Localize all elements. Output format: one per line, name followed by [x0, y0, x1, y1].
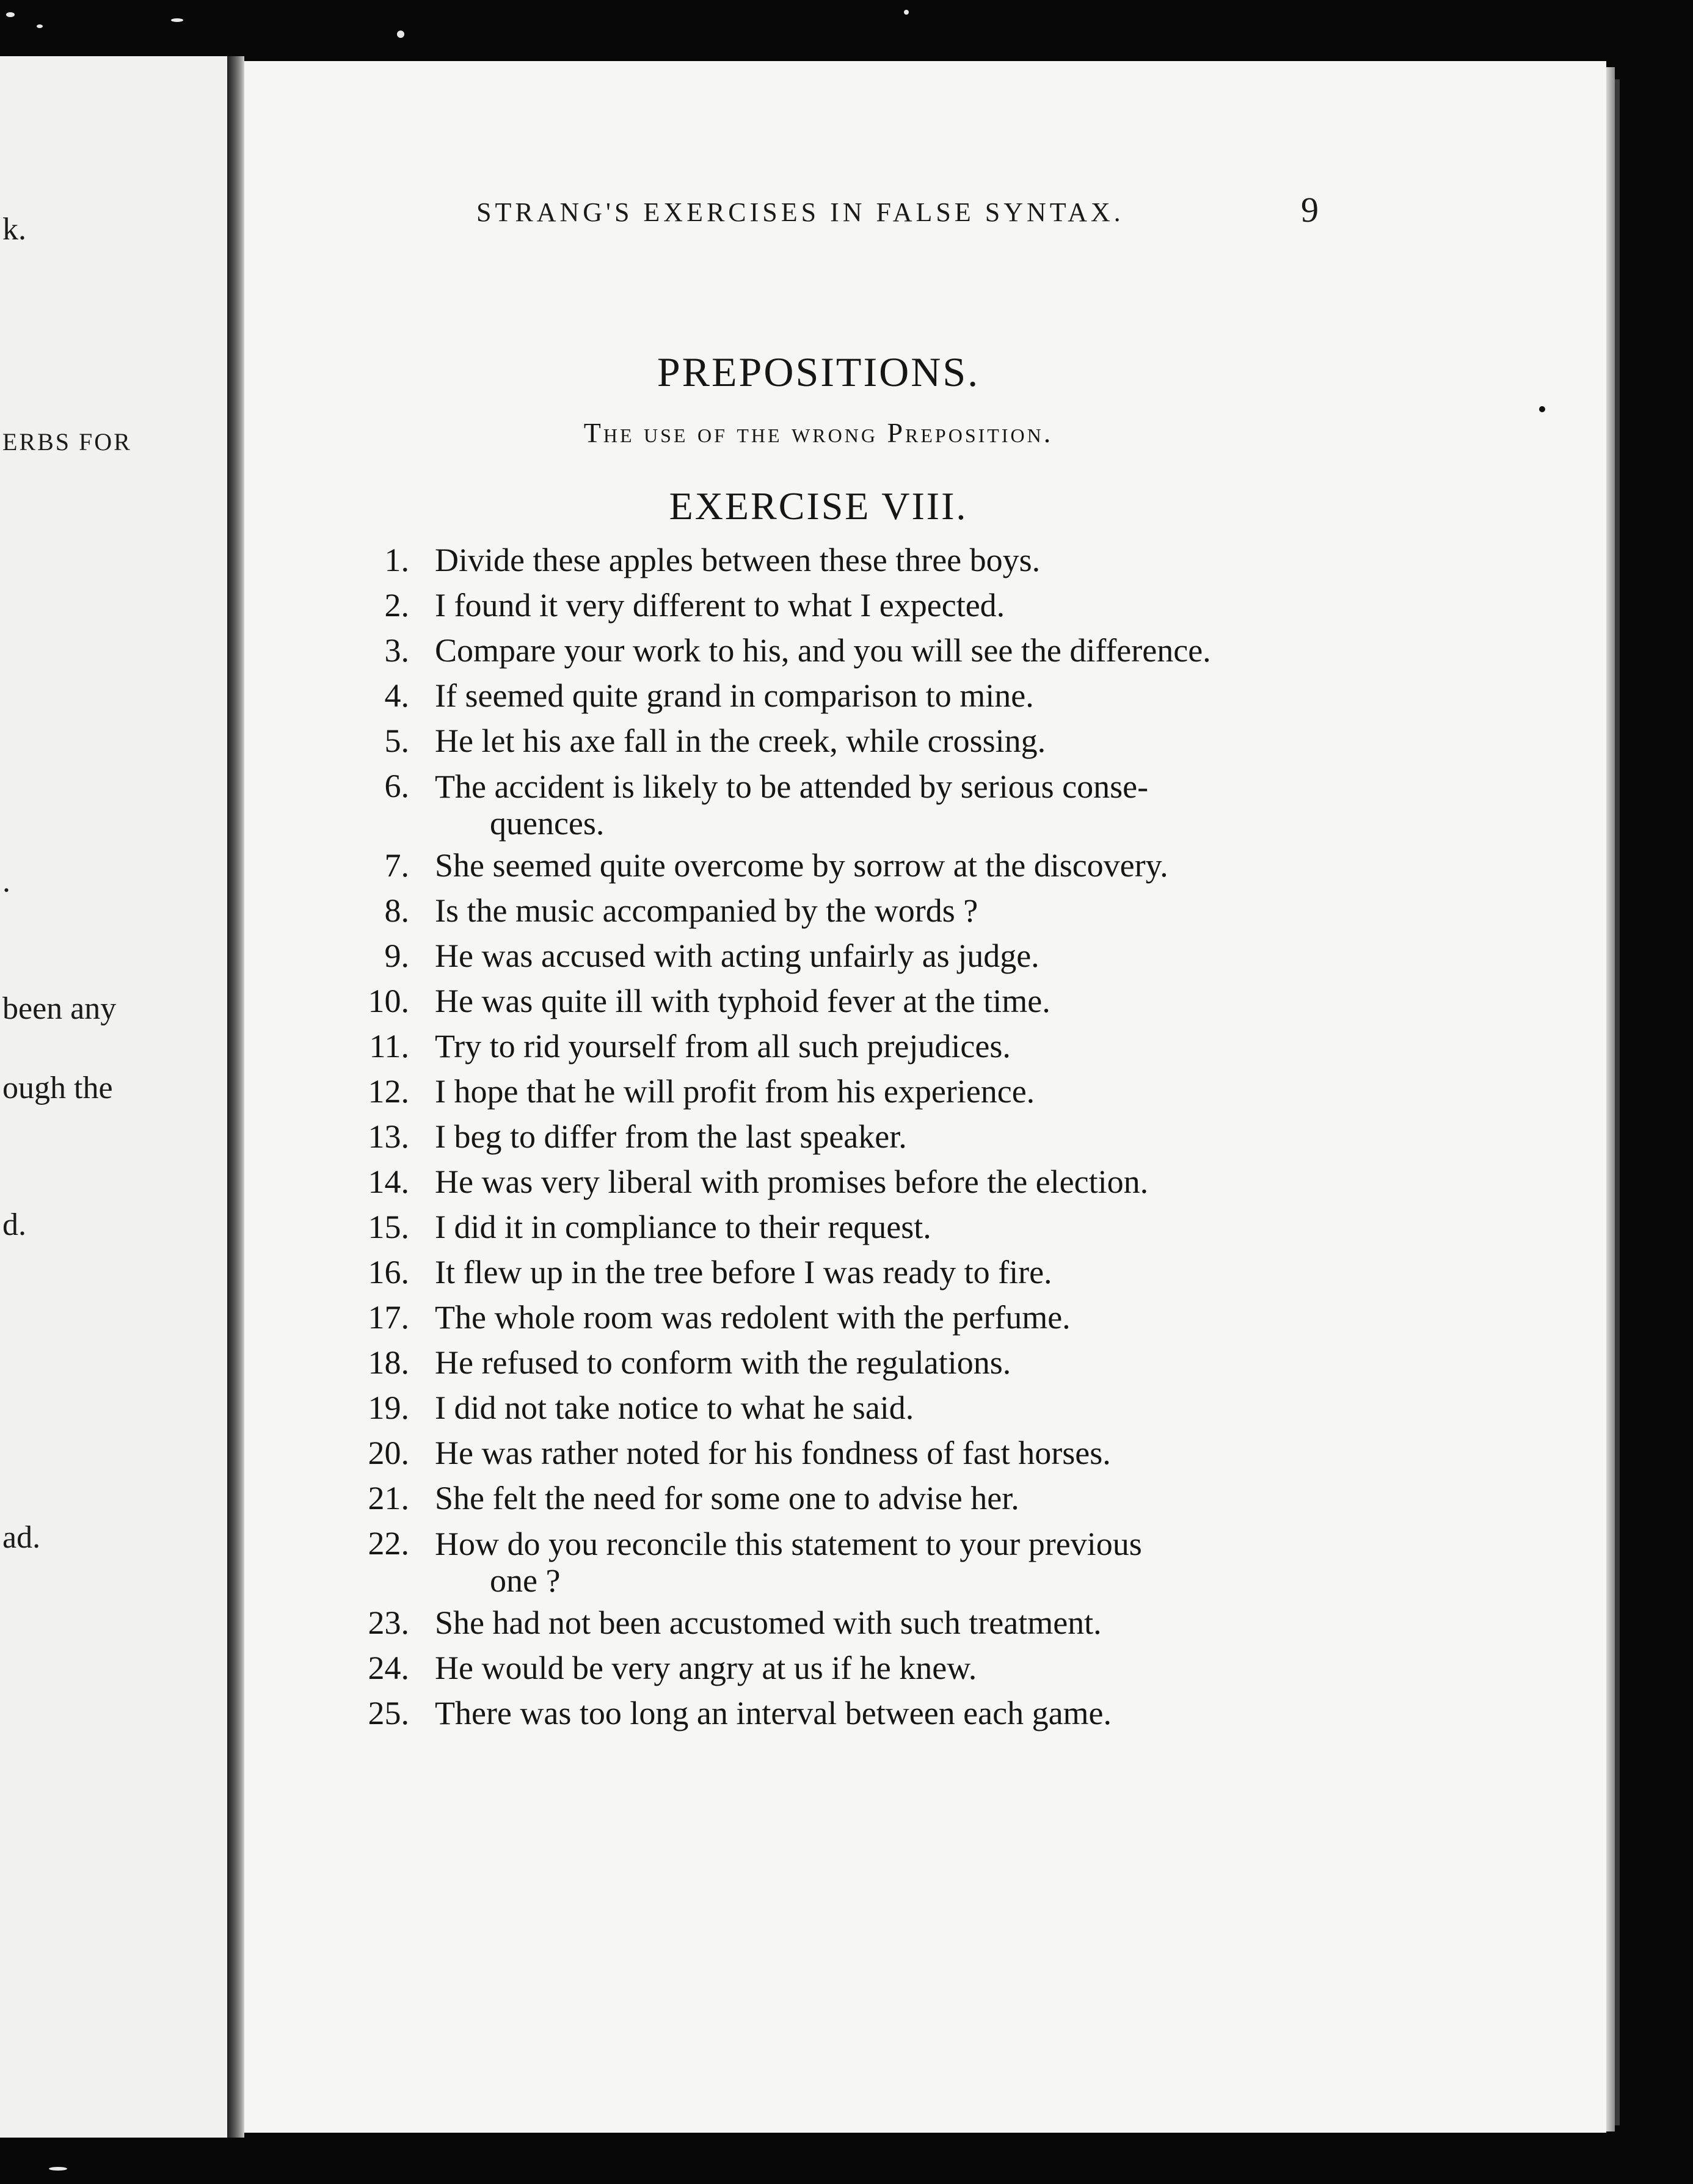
item-number: 16. — [368, 1254, 409, 1290]
scan-speck — [397, 31, 404, 38]
item-text: There was too long an interval between each game. — [435, 1695, 1112, 1731]
item-number: 22. — [368, 1525, 409, 1562]
exercise-item — [318, 1600, 1576, 1645]
exercise-item — [318, 1521, 1576, 1600]
exercise-item — [318, 843, 1576, 888]
item-text: It flew up in the tree before I was ready to fire. — [435, 1254, 1052, 1290]
item-text: I hope that he will profit from his experience. — [435, 1073, 1035, 1110]
item-number: 20. — [368, 1435, 409, 1471]
item-number: 7. — [384, 847, 409, 884]
running-head: STRANG'S EXERCISES IN FALSE SYNTAX. — [476, 197, 1124, 227]
scan-speck — [6, 12, 15, 17]
exercise-item — [318, 1159, 1576, 1204]
scan-speck — [37, 24, 43, 28]
item-text: She had not been accustomed with such treatment. — [435, 1604, 1102, 1641]
left-fragment-5: ough the — [2, 1071, 113, 1105]
left-fragment-6: d. — [2, 1207, 26, 1242]
item-text: He was rather noted for his fondness of fast horses. — [435, 1435, 1111, 1471]
exercise-list — [318, 537, 1576, 1736]
item-number: 15. — [368, 1209, 409, 1245]
scan-speck — [49, 2167, 67, 2171]
item-text: Compare your work to his, and you will see the difference. — [435, 632, 1211, 669]
item-text: He was accused with acting unfairly as judge. — [435, 937, 1039, 974]
exercise-item — [318, 1430, 1576, 1476]
exercise-item — [318, 1069, 1576, 1114]
item-number: 23. — [368, 1604, 409, 1641]
exercise-item — [318, 1204, 1576, 1250]
exercise-item — [318, 1340, 1576, 1385]
exercise-item — [318, 583, 1576, 628]
item-text: If seemed quite grand in comparison to mine. — [435, 677, 1034, 714]
item-text: He let his axe fall in the creek, while crossing. — [435, 723, 1046, 759]
left-fragment-7: ad. — [2, 1520, 41, 1555]
item-number: 4. — [384, 677, 409, 714]
item-number: 11. — [369, 1028, 409, 1065]
exercise-item — [318, 763, 1576, 843]
scan-speck — [171, 18, 183, 22]
item-text: She felt the need for some one to advise her. — [435, 1480, 1019, 1516]
page-edge-shadow — [1615, 79, 1620, 2125]
item-text: The accident is likely to be attended by serious conse- — [435, 768, 1149, 805]
item-number: 5. — [384, 723, 409, 759]
item-number: 9. — [384, 937, 409, 974]
page-number: 9 — [1301, 190, 1319, 230]
exercise-title: EXERCISE VIII. — [669, 484, 968, 528]
left-fragment-2: ERBS FOR — [2, 428, 132, 456]
exercise-item — [318, 1476, 1576, 1521]
exercise-item — [318, 1295, 1576, 1340]
exercise-item — [318, 1645, 1576, 1691]
item-number: 12. — [368, 1073, 409, 1110]
exercise-item — [318, 537, 1576, 583]
exercise-item — [318, 673, 1576, 718]
item-text: I beg to differ from the last speaker. — [435, 1118, 907, 1155]
item-number: 18. — [368, 1344, 409, 1381]
item-text: I found it very different to what I expected. — [435, 587, 1005, 624]
item-text: He was very liberal with promises before the election. — [435, 1163, 1149, 1200]
section-subtitle: The use of the wrong Preposition. — [583, 417, 1054, 448]
item-text-continuation: one ? — [490, 1562, 561, 1599]
item-text: I did it in compliance to their request. — [435, 1209, 931, 1245]
item-number: 10. — [368, 983, 409, 1019]
item-number: 6. — [384, 768, 409, 804]
item-text-continuation: quences. — [490, 805, 605, 842]
item-number: 19. — [368, 1389, 409, 1426]
item-number: 14. — [368, 1163, 409, 1200]
item-text: Divide these apples between these three boys. — [435, 542, 1041, 578]
item-text: She seemed quite overcome by sorrow at the discovery. — [435, 847, 1168, 884]
item-text: He was quite ill with typhoid fever at the time. — [435, 983, 1050, 1019]
exercise-item — [318, 628, 1576, 673]
item-text: He refused to conform with the regulations. — [435, 1344, 1011, 1381]
item-text: How do you reconcile this statement to your previous — [435, 1526, 1142, 1562]
item-number: 1. — [384, 542, 409, 578]
scan-speck — [904, 10, 909, 15]
exercise-item — [318, 1250, 1576, 1295]
book-page — [244, 61, 1606, 2133]
item-text: I did not take notice to what he said. — [435, 1389, 914, 1426]
left-fragment-3: . — [2, 864, 10, 899]
item-text: The whole room was redolent with the perfume. — [435, 1299, 1071, 1336]
exercise-item — [318, 978, 1576, 1024]
item-number: 25. — [368, 1695, 409, 1731]
item-number: 13. — [368, 1118, 409, 1155]
exercise-item — [318, 933, 1576, 978]
left-fragment-1: k. — [2, 212, 26, 247]
item-number: 8. — [384, 892, 409, 929]
exercise-item — [318, 1024, 1576, 1069]
item-number: 3. — [384, 632, 409, 669]
exercise-item — [318, 888, 1576, 933]
item-text: He would be very angry at us if he knew. — [435, 1650, 977, 1686]
section-title: PREPOSITIONS. — [657, 349, 980, 395]
left-fragment-4: been any — [2, 991, 117, 1026]
exercise-item — [318, 718, 1576, 763]
item-number: 2. — [384, 587, 409, 624]
exercise-item — [318, 1114, 1576, 1159]
scan-speck — [1539, 406, 1545, 412]
book-gutter — [227, 56, 244, 2138]
item-text: Try to rid yourself from all such prejudices. — [435, 1028, 1011, 1065]
item-number: 24. — [368, 1650, 409, 1686]
item-text: Is the music accompanied by the words ? — [435, 892, 978, 929]
exercise-item — [318, 1691, 1576, 1736]
left-page-fragment — [0, 56, 231, 2138]
item-number: 17. — [368, 1299, 409, 1336]
item-number: 21. — [368, 1480, 409, 1516]
exercise-item — [318, 1385, 1576, 1430]
page-edge — [1606, 67, 1615, 2131]
